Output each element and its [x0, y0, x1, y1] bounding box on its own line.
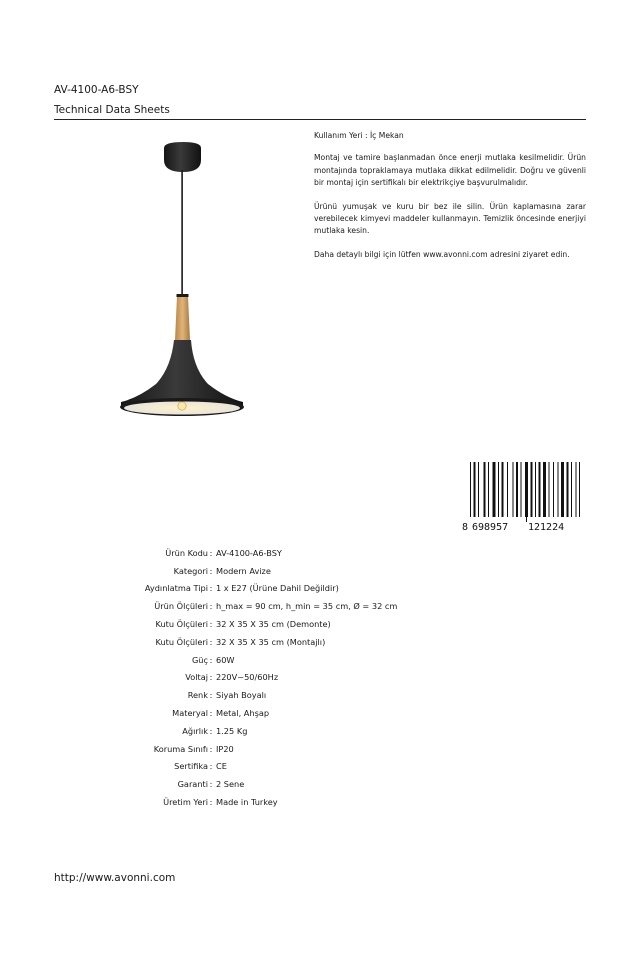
spec-separator: : [209, 743, 213, 754]
power-cord [181, 170, 183, 296]
spec-label: Renk [187, 690, 208, 701]
ceiling-canopy [164, 142, 201, 172]
spec-separator: : [209, 690, 213, 701]
spec-value: 32 X 35 X 35 cm (Montajlı) [216, 636, 326, 647]
spec-label: Aydınlatma Tipi [144, 583, 208, 594]
safety-paragraph: Montaj ve tamire başlanmadan önce enerji mutlaka kesilmelidir. Ürün montajında topraklamaya mutlaka dikkat edilmelidir. Doğru ve güvenli bir montaj için sertifikalı bir elektrikçiye başvurulmalıdır. [314, 153, 586, 188]
spec-row [0, 580, 640, 598]
spec-row [0, 597, 640, 615]
spec-separator: : [209, 565, 213, 576]
spec-row [0, 722, 640, 740]
spec-separator: : [209, 761, 213, 772]
spec-label: Materyal [172, 708, 208, 719]
lamp-shade [121, 340, 243, 406]
product-code-title: AV-4100-A6-BSY [54, 84, 139, 96]
spec-label: Voltaj [185, 672, 208, 683]
barcode-bars [470, 462, 580, 522]
spec-label: Sertifika [174, 761, 208, 772]
spec-row [0, 633, 640, 651]
usage-information [314, 130, 586, 272]
spec-separator: : [209, 708, 213, 719]
spec-row [0, 669, 640, 687]
spec-separator: : [209, 583, 213, 594]
spec-label: Koruma Sınıfı [153, 743, 208, 754]
spec-value: IP20 [216, 743, 234, 754]
spec-row [0, 651, 640, 669]
spec-value: Siyah Boyalı [216, 690, 267, 701]
spec-label: Ürün Kodu [165, 547, 208, 558]
spec-label: Ürün Ölçüleri [154, 601, 208, 612]
spec-row [0, 615, 640, 633]
website-paragraph: Daha detaylı bilgi için lütfen www.avonni.com adresini ziyaret edin. [314, 249, 570, 259]
spec-label: Kutu Ölçüleri [155, 636, 208, 647]
spec-separator: : [209, 547, 213, 558]
cleaning-paragraph: Ürünü yumuşak ve kuru bir bez ile silin. Ürün kaplamasına zarar verebilecek kimyevi maddeler kullanmayın. Temizlik öncesinde enerjiyi mutlaka kesin. [314, 201, 586, 236]
header-divider [54, 119, 586, 120]
wood-neck [175, 296, 190, 340]
spec-value: 32 X 35 X 35 cm (Demonte) [216, 619, 331, 630]
spec-value: Made in Turkey [216, 797, 278, 808]
spec-value: h_max = 90 cm, h_min = 35 cm, Ø = 32 cm [216, 601, 398, 612]
document-subtitle: Technical Data Sheets [54, 104, 170, 116]
spec-row [0, 740, 640, 758]
spec-value: Metal, Ahşap [216, 708, 270, 719]
pendant-lamp-image [108, 136, 256, 426]
spec-separator: : [209, 601, 213, 612]
spec-value: 1.25 Kg [216, 725, 248, 736]
barcode-lead-digit: 8 [462, 522, 469, 532]
spec-row [0, 758, 640, 776]
spec-label: Üretim Yeri [163, 797, 208, 808]
bulb [178, 402, 186, 410]
spec-separator: : [209, 654, 213, 665]
spec-row [0, 562, 640, 580]
spec-separator: : [209, 797, 213, 808]
spec-separator: : [209, 725, 213, 736]
spec-separator: : [209, 779, 213, 790]
website-link[interactable]: http://www.avonni.com [54, 872, 176, 884]
spec-separator: : [209, 619, 213, 630]
spec-value: 60W [216, 654, 235, 665]
barcode-digits-left: 698957 [472, 522, 509, 532]
specification-table [0, 544, 640, 811]
spec-label: Ağırlık [182, 725, 208, 736]
spec-label: Güç [191, 654, 208, 665]
spec-row [0, 793, 640, 811]
spec-value: CE [216, 761, 227, 772]
spec-value: 220V~50/60Hz [216, 672, 279, 683]
spec-row [0, 775, 640, 793]
barcode [460, 462, 585, 532]
spec-label: Kategori [173, 565, 208, 576]
barcode-digits-right: 121224 [528, 522, 565, 532]
spec-value: AV-4100-A6-BSY [216, 547, 282, 558]
spec-row [0, 544, 640, 562]
spec-row [0, 704, 640, 722]
spec-value: 2 Sene [216, 779, 245, 790]
spec-label: Garanti [177, 779, 208, 790]
spec-value: 1 x E27 (Ürüne Dahil Değildir) [216, 583, 339, 594]
spec-value: Modern Avize [216, 565, 271, 576]
spec-separator: : [209, 636, 213, 647]
usage-location: Kullanım Yeri : İç Mekan [314, 131, 404, 140]
spec-separator: : [209, 672, 213, 683]
spec-row [0, 686, 640, 704]
spec-label: Kutu Ölçüleri [155, 619, 208, 630]
